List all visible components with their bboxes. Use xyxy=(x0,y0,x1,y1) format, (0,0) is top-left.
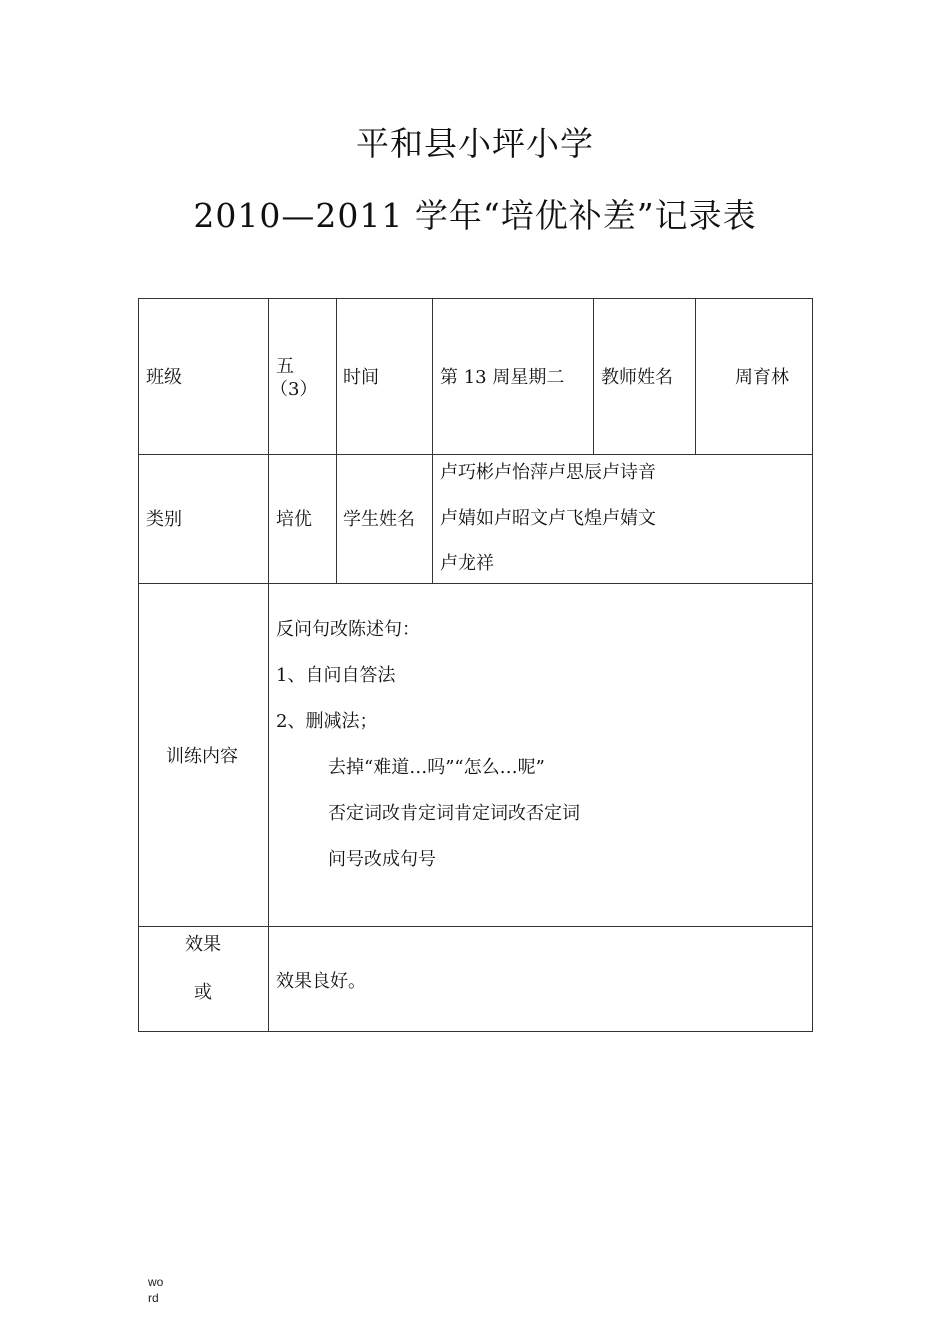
table-border-right xyxy=(812,298,813,1032)
students-label: 学生姓名 xyxy=(343,509,415,530)
col-divider-4 xyxy=(593,298,594,454)
students-line: 卢龙祥 xyxy=(440,553,494,574)
effect-value: 效果良好。 xyxy=(276,971,366,992)
teacher-label: 教师姓名 xyxy=(601,367,673,388)
content-line: 1、自问自答法 xyxy=(276,665,396,686)
class-label: 班级 xyxy=(146,367,182,388)
effect-label-or: 或 xyxy=(194,982,212,1003)
row-divider-1 xyxy=(138,454,813,455)
content-line: 去掉“难道…吗”“怎么…呢” xyxy=(328,757,545,778)
effect-label: 效果 xyxy=(185,934,221,955)
time-label: 时间 xyxy=(343,367,379,388)
students-line: 卢巧彬卢怡萍卢思辰卢诗音 xyxy=(440,462,656,483)
content-line: 反问句改陈述句： xyxy=(276,619,420,640)
table-border-left xyxy=(138,298,139,1032)
col-divider-3 xyxy=(432,298,433,584)
col-divider-2 xyxy=(336,298,337,584)
footer-line: wo xyxy=(148,1275,164,1289)
row-divider-2 xyxy=(138,583,813,584)
table-border-bottom xyxy=(138,1031,813,1032)
content-line: 2、删减法； xyxy=(276,711,378,732)
category-value: 培优 xyxy=(276,509,312,530)
table-border-top xyxy=(138,298,813,299)
category-label: 类别 xyxy=(146,509,182,530)
students-line: 卢婧如卢昭文卢飞煌卢婧文 xyxy=(440,508,656,529)
footer-mark xyxy=(148,1274,163,1306)
footer-line: rd xyxy=(148,1291,159,1305)
class-value-section: （3） xyxy=(270,379,318,400)
content-label: 训练内容 xyxy=(166,746,238,767)
class-value-grade: 五 xyxy=(276,356,294,377)
content-line: 问号改成句号 xyxy=(328,849,436,870)
page-title-record-table: 2010—2011 学年“培优补差”记录表 xyxy=(193,196,757,235)
page-title-school: 平和县小坪小学 xyxy=(356,124,594,163)
col-divider-label xyxy=(268,298,269,1032)
col-divider-5 xyxy=(695,298,696,454)
row-divider-3 xyxy=(138,926,813,927)
content-line: 否定词改肯定词肯定词改否定词 xyxy=(328,803,580,824)
teacher-value: 周育林 xyxy=(735,367,789,388)
time-value: 第 13 周星期二 xyxy=(440,367,565,388)
